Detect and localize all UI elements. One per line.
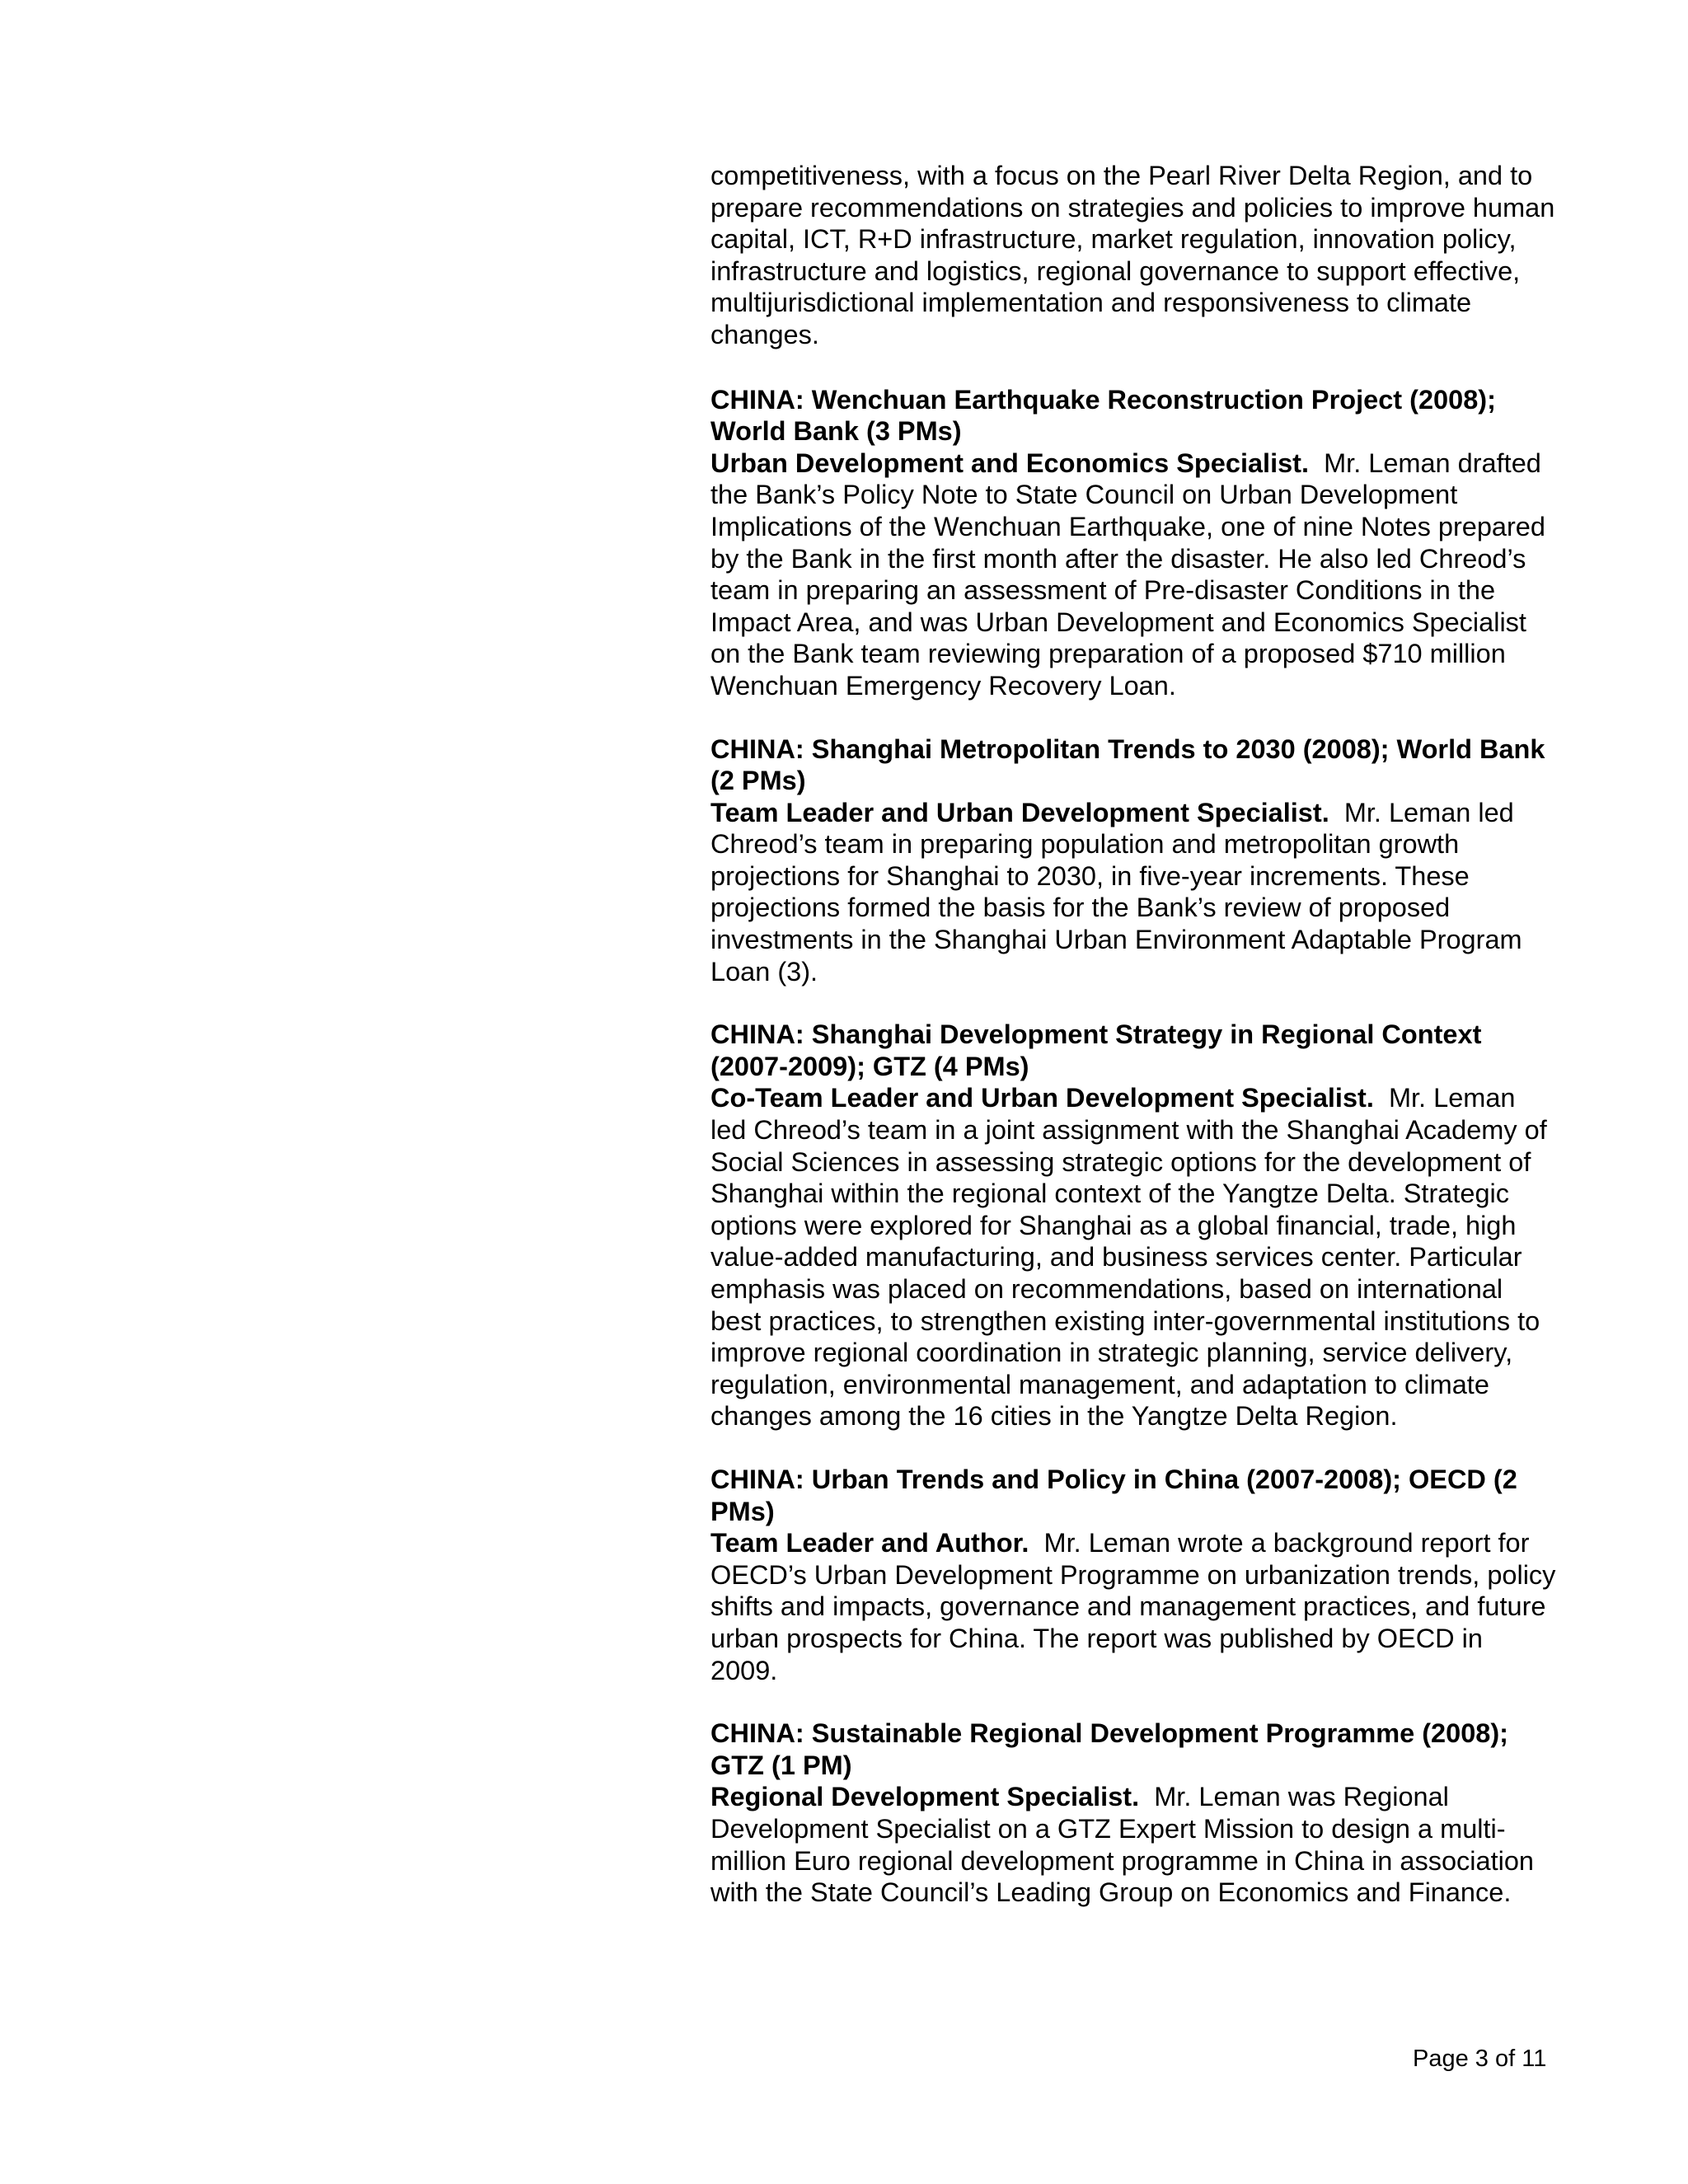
project-role: Co-Team Leader and Urban Development Specialist.	[710, 1083, 1374, 1113]
document-body	[710, 160, 1556, 1940]
project-role: Team Leader and Author.	[710, 1528, 1029, 1558]
project-entry	[710, 1019, 1556, 1432]
project-entry	[710, 1718, 1556, 1909]
page-number: Page 3 of 11	[1413, 2046, 1547, 2072]
project-heading: CHINA: Sustainable Regional Development Programme (2008); GTZ (1 PM)	[710, 1718, 1509, 1780]
project-description	[710, 1527, 1556, 1686]
project-text: Mr. Leman drafted the Bank’s Policy Note to State Council on Urban Development Implications of the Wenchuan Earthquake, one of nine Notes prepared by the Bank in the first month after the disaster. He also led Chreod’s team in preparing an assessment of Pre-disaster Conditions in the Impact Area, and was Urban Development and Economics Specialist on the Bank team reviewing preparation of a proposed $710 million Wenchuan Emergency Recovery Loan.	[710, 448, 1545, 701]
project-text: Mr. Leman led Chreod’s team in preparing population and metropolitan growth projections for Shanghai to 2030, in five-year increments. These projections formed the basis for the Bank’s review of proposed investments in the Shanghai Urban Environment Adaptable Program Loan (3).	[710, 797, 1522, 987]
project-heading: CHINA: Wenchuan Earthquake Reconstruction Project (2008); World Bank (3 PMs)	[710, 384, 1496, 447]
project-description	[710, 448, 1556, 702]
project-description	[710, 1781, 1556, 1908]
project-text: Mr. Leman wrote a background report for OECD’s Urban Development Programme on urbanization trends, policy shifts and impacts, governance and management practices, and future urban prospects for China. The report was published by OECD in 2009.	[710, 1528, 1556, 1685]
project-entry	[710, 384, 1556, 702]
project-heading: CHINA: Shanghai Development Strategy in Regional Context (2007-2009); GTZ (4 PMs)	[710, 1019, 1482, 1081]
project-heading: CHINA: Urban Trends and Policy in China (2007-2008); OECD (2 PMs)	[710, 1464, 1517, 1526]
project-entry	[710, 1464, 1556, 1686]
project-description	[710, 797, 1556, 988]
intro-paragraph: competitiveness, with a focus on the Pearl River Delta Region, and to prepare recommendations on strategies and policies to improve human capital, ICT, R+D infrastructure, market regulation, innovation policy, infrastructure and logistics, regional governance to support effective, multijurisdictional implementation and responsiveness to climate changes.	[710, 161, 1555, 349]
project-text: Mr. Leman led Chreod’s team in a joint assignment with the Shanghai Academy of Social Sciences in assessing strategic options for the development of Shanghai within the regional context of the Yangtze Delta. Strategic options were explored for Shanghai as a global financial, trade, high value-added manufacturing, and business services center. Particular emphasis was placed on recommendations, based on international best practices, to strengthen existing inter-governmental institutions to improve regional coordination in strategic planning, service delivery, regulation, environmental management, and adaptation to climate changes among the 16 cities in the Yangtze Delta Region.	[710, 1083, 1547, 1432]
project-text: Mr. Leman was Regional Development Specialist on a GTZ Expert Mission to design a multi-million Euro regional development programme in China in association with the State Council’s Leading Group on Economics and Finance.	[710, 1782, 1534, 1908]
project-role: Regional Development Specialist.	[710, 1782, 1140, 1812]
project-entry	[710, 733, 1556, 988]
project-role: Urban Development and Economics Specialist.	[710, 448, 1310, 478]
project-heading: CHINA: Shanghai Metropolitan Trends to 2030 (2008); World Bank (2 PMs)	[710, 733, 1545, 796]
project-description	[710, 1082, 1556, 1432]
project-role: Team Leader and Urban Development Specialist.	[710, 797, 1329, 827]
